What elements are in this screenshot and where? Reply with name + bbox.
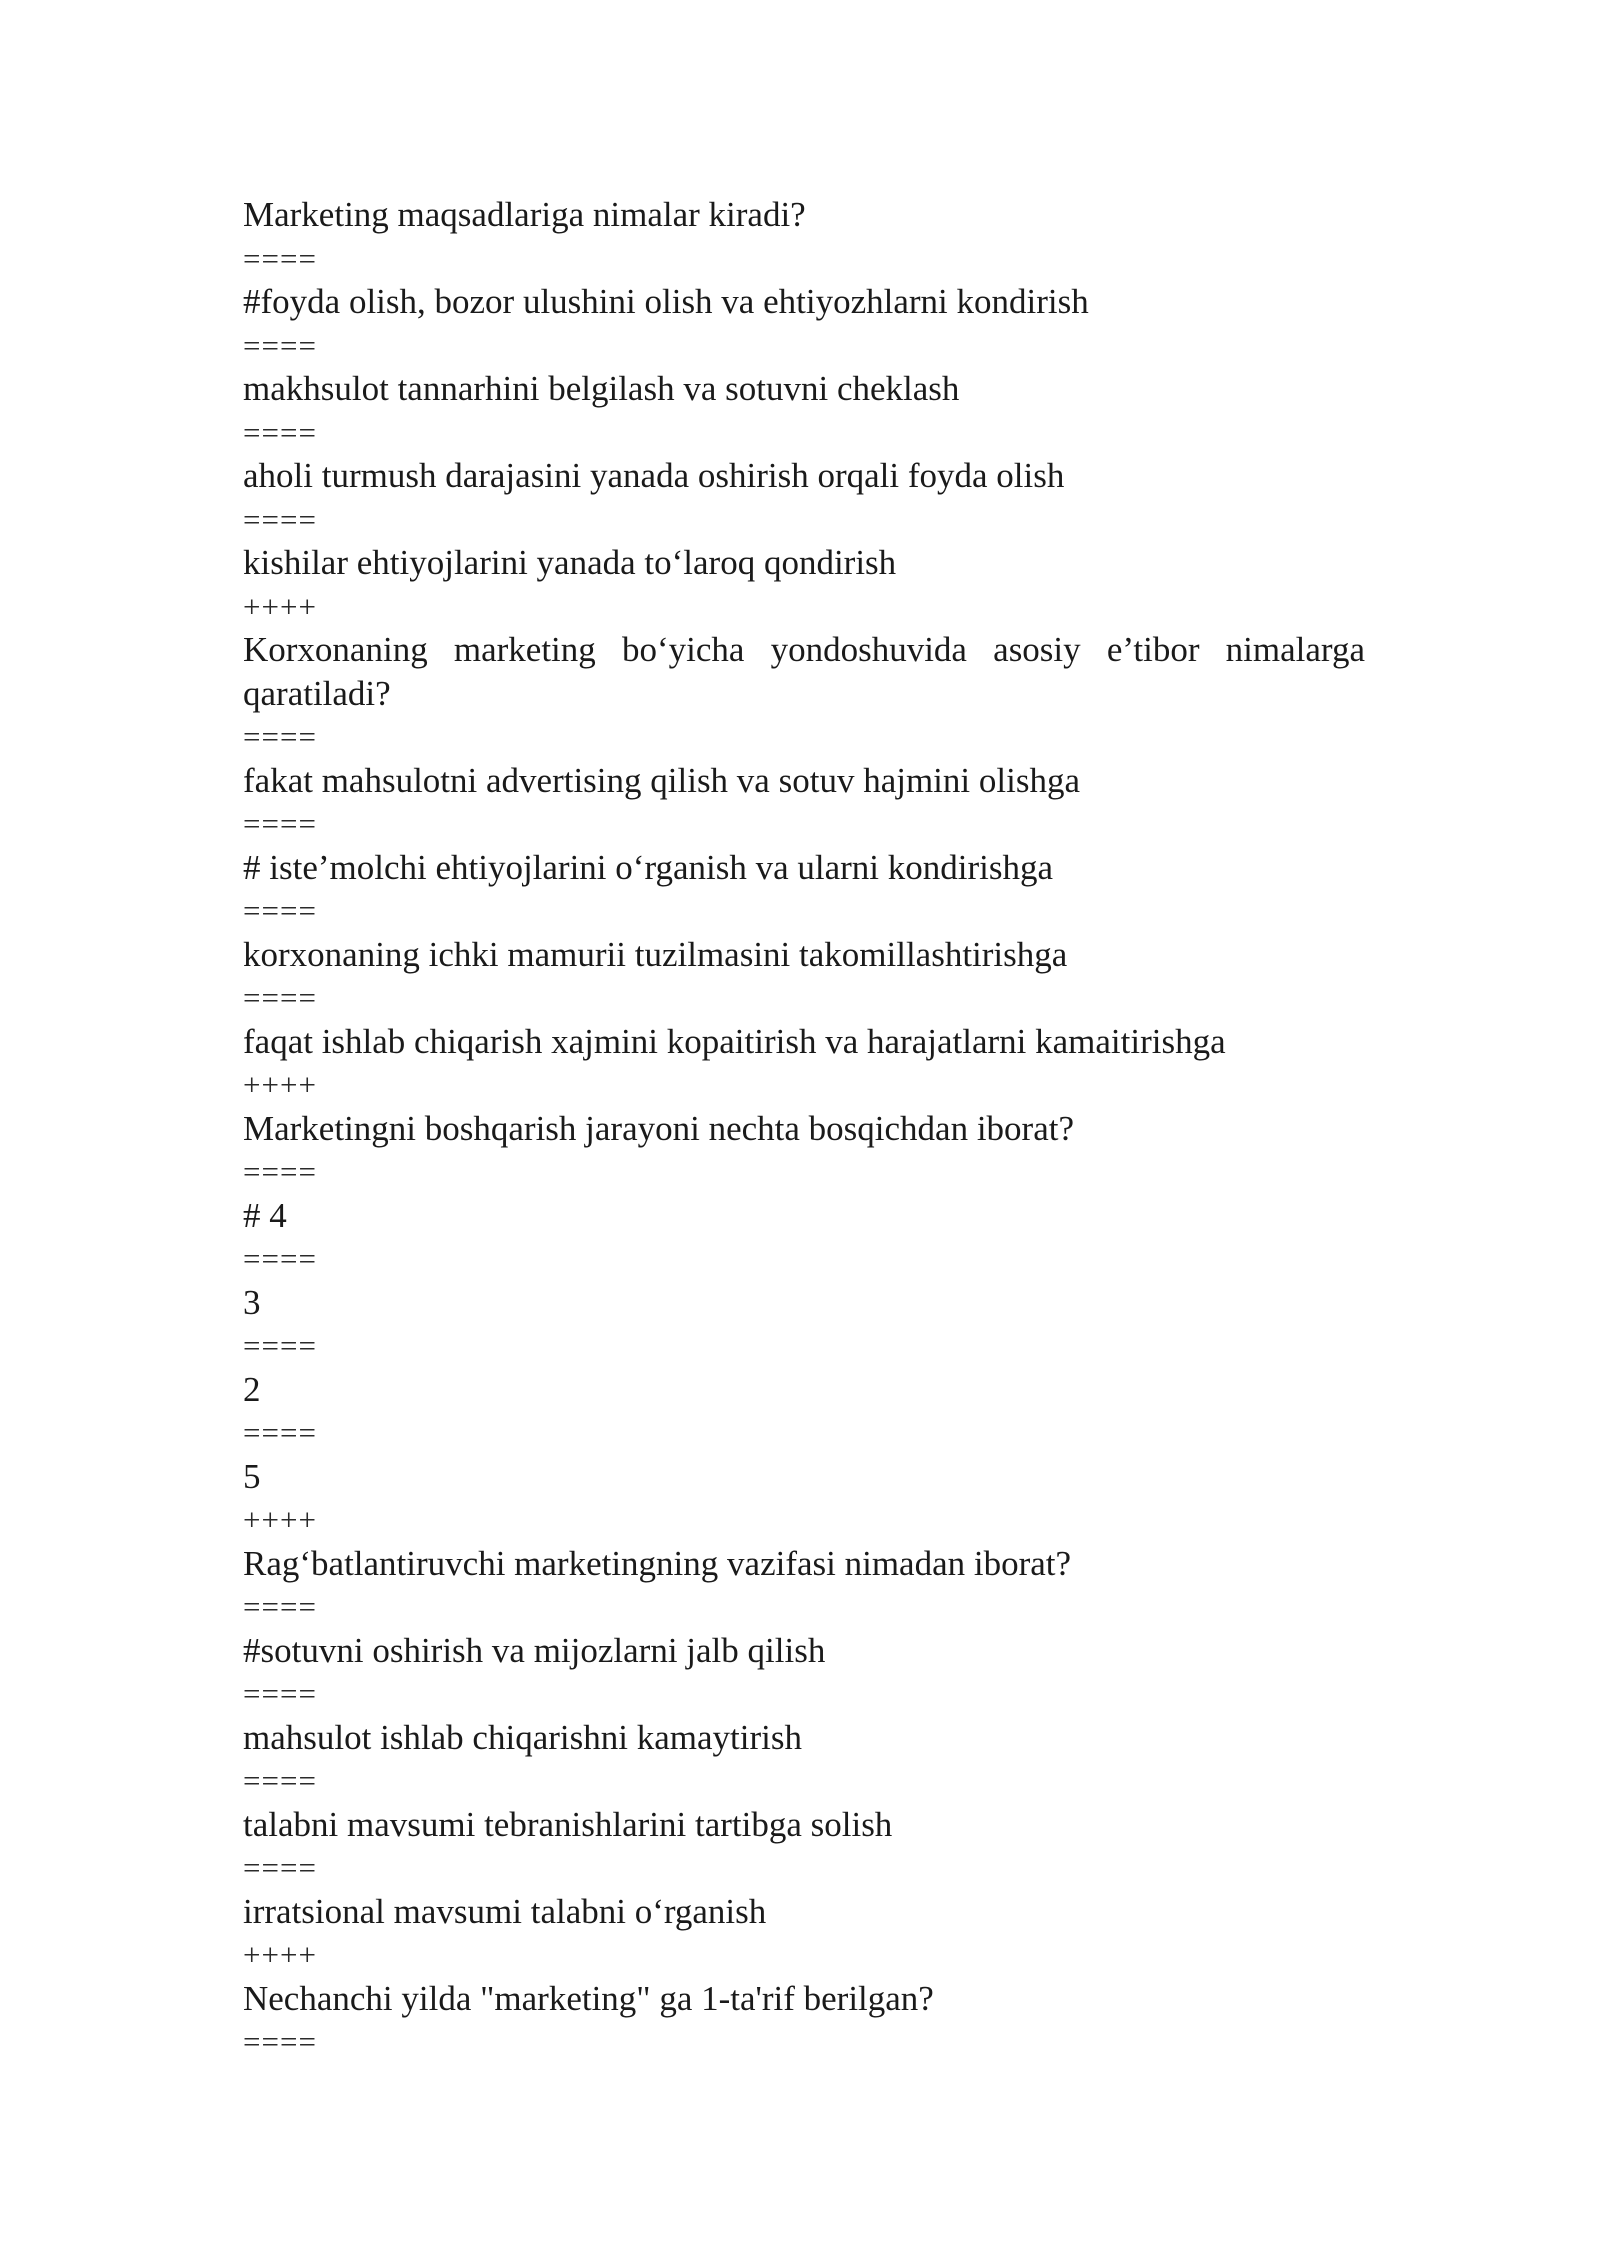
answer-option: 2 bbox=[243, 1369, 261, 1409]
answer-option: talabni mavsumi tebranishlarini tartibga solish bbox=[243, 1804, 893, 1844]
option-separator: ==== bbox=[243, 893, 317, 928]
answer-option: #foyda olish, bozor ulushini olish va ehtiyozhlarni kondirish bbox=[243, 282, 1089, 321]
question-separator: ++++ bbox=[243, 1937, 317, 1972]
option-separator: ==== bbox=[243, 1154, 317, 1189]
option-separator: ==== bbox=[243, 240, 317, 276]
answer-option: faqat ishlab chiqarish xajmini kopaitirish va harajatlarni kamaitirishga bbox=[243, 1021, 1226, 1061]
option-separator: ==== bbox=[243, 1415, 317, 1450]
option-separator: ==== bbox=[243, 2024, 317, 2059]
answer-option: mahsulot ishlab chiqarishni kamaytirish bbox=[243, 1717, 802, 1757]
option-separator: ==== bbox=[243, 414, 317, 450]
option-separator: ==== bbox=[243, 1241, 317, 1276]
option-separator: ==== bbox=[243, 1763, 317, 1798]
option-separator: ==== bbox=[243, 1328, 317, 1363]
answer-option: irratsional mavsumi talabni o‘rganish bbox=[243, 1891, 767, 1931]
question-text: Marketing maqsadlariga nimalar kiradi? bbox=[243, 195, 806, 234]
option-separator: ==== bbox=[243, 327, 317, 363]
option-separator: ==== bbox=[243, 806, 317, 841]
question-separator: ++++ bbox=[243, 1502, 317, 1537]
answer-option: fakat mahsulotni advertising qilish va sotuv hajmini olishga bbox=[243, 760, 1080, 800]
question-text: Nechanchi yilda "marketing" ga 1-ta'rif berilgan? bbox=[243, 1978, 934, 2018]
option-separator: ==== bbox=[243, 1589, 317, 1624]
answer-option: aholi turmush darajasini yanada oshirish orqali foyda olish bbox=[243, 456, 1065, 495]
answer-option: #sotuvni oshirish va mijozlarni jalb qilish bbox=[243, 1630, 826, 1670]
answer-option: kishilar ehtiyojlarini yanada to‘laroq qondirish bbox=[243, 543, 897, 582]
answer-option: 3 bbox=[243, 1282, 261, 1322]
question-text: Rag‘batlantiruvchi marketingning vazifasi nimadan iborat? bbox=[243, 1543, 1072, 1583]
answer-option: korxonaning ichki mamurii tuzilmasini takomillashtirishga bbox=[243, 934, 1068, 974]
answer-option: makhsulot tannarhini belgilash va sotuvni cheklash bbox=[243, 369, 960, 408]
option-separator: ==== bbox=[243, 1676, 317, 1711]
option-separator: ==== bbox=[243, 501, 317, 537]
question-separator: ++++ bbox=[243, 588, 317, 624]
option-separator: ==== bbox=[243, 719, 317, 754]
question-separator: ++++ bbox=[243, 1067, 317, 1102]
answer-option: 5 bbox=[243, 1456, 261, 1496]
option-separator: ==== bbox=[243, 980, 317, 1015]
answer-option: # iste’molchi ehtiyojlarini o‘rganish va ularni kondirishga bbox=[243, 847, 1054, 887]
answer-option: # 4 bbox=[243, 1195, 287, 1235]
question-text: Marketingni boshqarish jarayoni nechta bosqichdan iborat? bbox=[243, 1108, 1075, 1148]
document-body bbox=[243, 193, 1365, 2064]
option-separator: ==== bbox=[243, 1850, 317, 1885]
question-text: Korxonaning marketing bo‘yicha yondoshuvida asosiy e’tibor nimalarga qaratiladi? bbox=[243, 630, 1365, 713]
